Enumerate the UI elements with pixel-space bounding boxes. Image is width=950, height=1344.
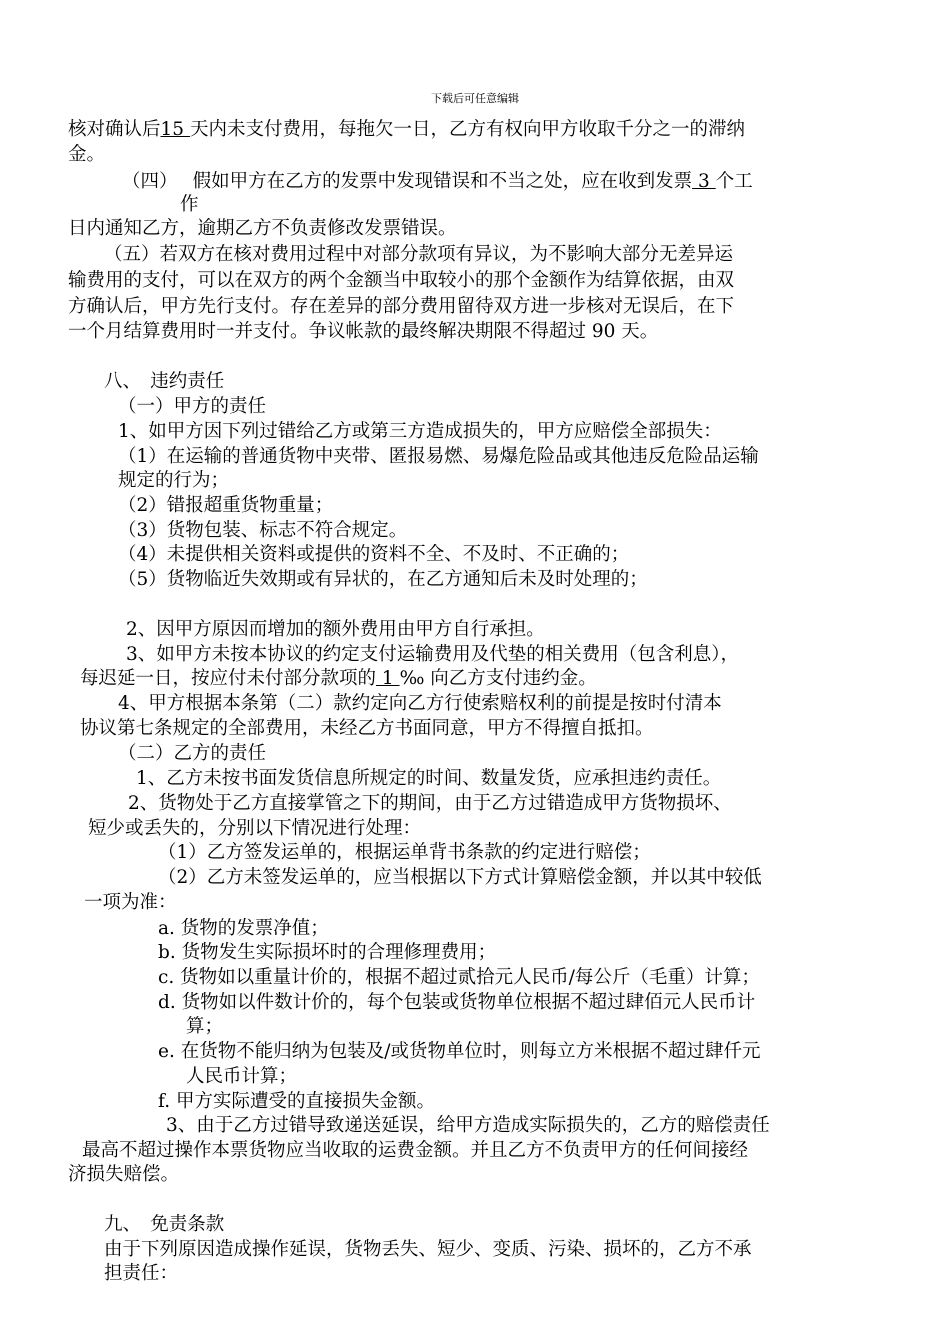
list-item: e. 在货物不能归纳为包装及/或货物单位时，则每立方米根据不超过肆仟元 — [158, 1041, 761, 1062]
text-line: 每迟延一日，按应付未付部分款项的 1 ‰ 向乙方支付违约金。 — [80, 668, 597, 689]
list-item: b. 货物发生实际损坏时的合理修理费用； — [158, 942, 497, 963]
text-line: 由于下列原因造成操作延误，货物丢失、短少、变质、污染、损坏的，乙方不承 — [104, 1239, 752, 1260]
text-line: 规定的行为； — [118, 470, 230, 491]
text-line: 1、如甲方因下列过错给乙方或第三方造成损失的，甲方应赔偿全部损失： — [118, 421, 722, 442]
subsection-heading: （一）甲方的责任 — [118, 396, 267, 417]
list-item: （1）在运输的普通货物中夹带、匿报易燃、易爆危险品或其他违反危险品运输 — [118, 446, 759, 467]
text-line: 济损失赔偿。 — [68, 1164, 180, 1185]
text-line: （五）若双方在核对费用过程中对部分款项有异议，为不影响大部分无差异运 — [104, 244, 734, 265]
text-line: 2、因甲方原因而增加的额外费用由甲方自行承担。 — [126, 619, 545, 640]
text-line: 最高不超过操作本票货物应当收取的运费金额。并且乙方不负责甲方的任何间接经 — [82, 1140, 749, 1161]
list-item: （2）错报超重货物重量； — [118, 495, 334, 516]
section-heading: 九、 免责条款 — [104, 1214, 225, 1235]
text-line: 2、货物处于乙方直接掌管之下的期间，由于乙方过错造成甲方货物损坏、 — [128, 793, 732, 814]
list-item: （4）未提供相关资料或提供的资料不全、不及时、不正确的； — [118, 544, 630, 565]
text-line: 人民币计算； — [186, 1066, 298, 1087]
text-line: 一项为准： — [84, 892, 177, 913]
text-line: 一个月结算费用时一并支付。争议帐款的最终解决期限不得超过 90 天。 — [68, 321, 659, 342]
list-item: （5）货物临近失效期或有异状的，在乙方通知后未及时处理的； — [118, 569, 648, 590]
text-line: 1、乙方未按书面发货信息所规定的时间、数量发货，应承担违约责任。 — [136, 768, 722, 789]
page-header: 下载后可任意编辑 — [431, 92, 519, 105]
text-line: 担责任： — [104, 1263, 179, 1284]
text-line: 3、由于乙方过错导致递送延误，给甲方造成实际损失的，乙方的赔偿责任 — [166, 1115, 770, 1136]
list-item: c. 货物如以重量计价的，根据不超过贰拾元人民币/每公斤（毛重）计算； — [158, 967, 760, 988]
list-item: （1）乙方签发运单的，根据运单背书条款的约定进行赔偿； — [158, 842, 651, 863]
text-line: 3、如甲方未按本协议的约定支付运输费用及代垫的相关费用（包含利息）， — [126, 644, 740, 665]
list-item: a. 货物的发票净值； — [158, 918, 329, 939]
list-item: （3）货物包装、标志不符合规定。 — [118, 520, 408, 541]
list-item: f. 甲方实际遭受的直接损失金额。 — [158, 1091, 435, 1112]
text-line: 算； — [186, 1016, 224, 1037]
text-line: 核对确认后15 天内未支付费用，每拖欠一日，乙方有权向甲方收取千分之一的滞纳 — [68, 119, 745, 140]
list-item: （2）乙方未签发运单的，应当根据以下方式计算赔偿金额，并以其中较低 — [158, 867, 762, 888]
list-item: d. 货物如以件数计价的，每个包装或货物单位根据不超过肆佰元人民币计 — [158, 992, 756, 1013]
text-line: 4、甲方根据本条第（二）款约定向乙方行使索赔权利的前提是按时付清本 — [118, 693, 722, 714]
text-line: 协议第七条规定的全部费用，未经乙方书面同意，甲方不得擅自抵扣。 — [80, 718, 654, 739]
text-line: （四） 假如甲方在乙方的发票中发现错误和不当之处，应在收到发票 3 个工 — [122, 171, 753, 192]
text-line: 输费用的支付，可以在双方的两个金额当中取较小的那个金额作为结算依据，由双 — [68, 270, 735, 291]
text-line: 日内通知乙方，逾期乙方不负责修改发票错误。 — [68, 218, 457, 239]
text-line: 方确认后，甲方先行支付。存在差异的部分费用留待双方进一步核对无误后，在下 — [68, 296, 735, 317]
text-line: 金。 — [68, 144, 106, 165]
text-line: 短少或丢失的，分别以下情况进行处理： — [88, 818, 422, 839]
section-heading: 八、 违约责任 — [104, 371, 225, 392]
subsection-heading: （二）乙方的责任 — [118, 743, 267, 764]
text-line: 作 — [180, 194, 199, 215]
